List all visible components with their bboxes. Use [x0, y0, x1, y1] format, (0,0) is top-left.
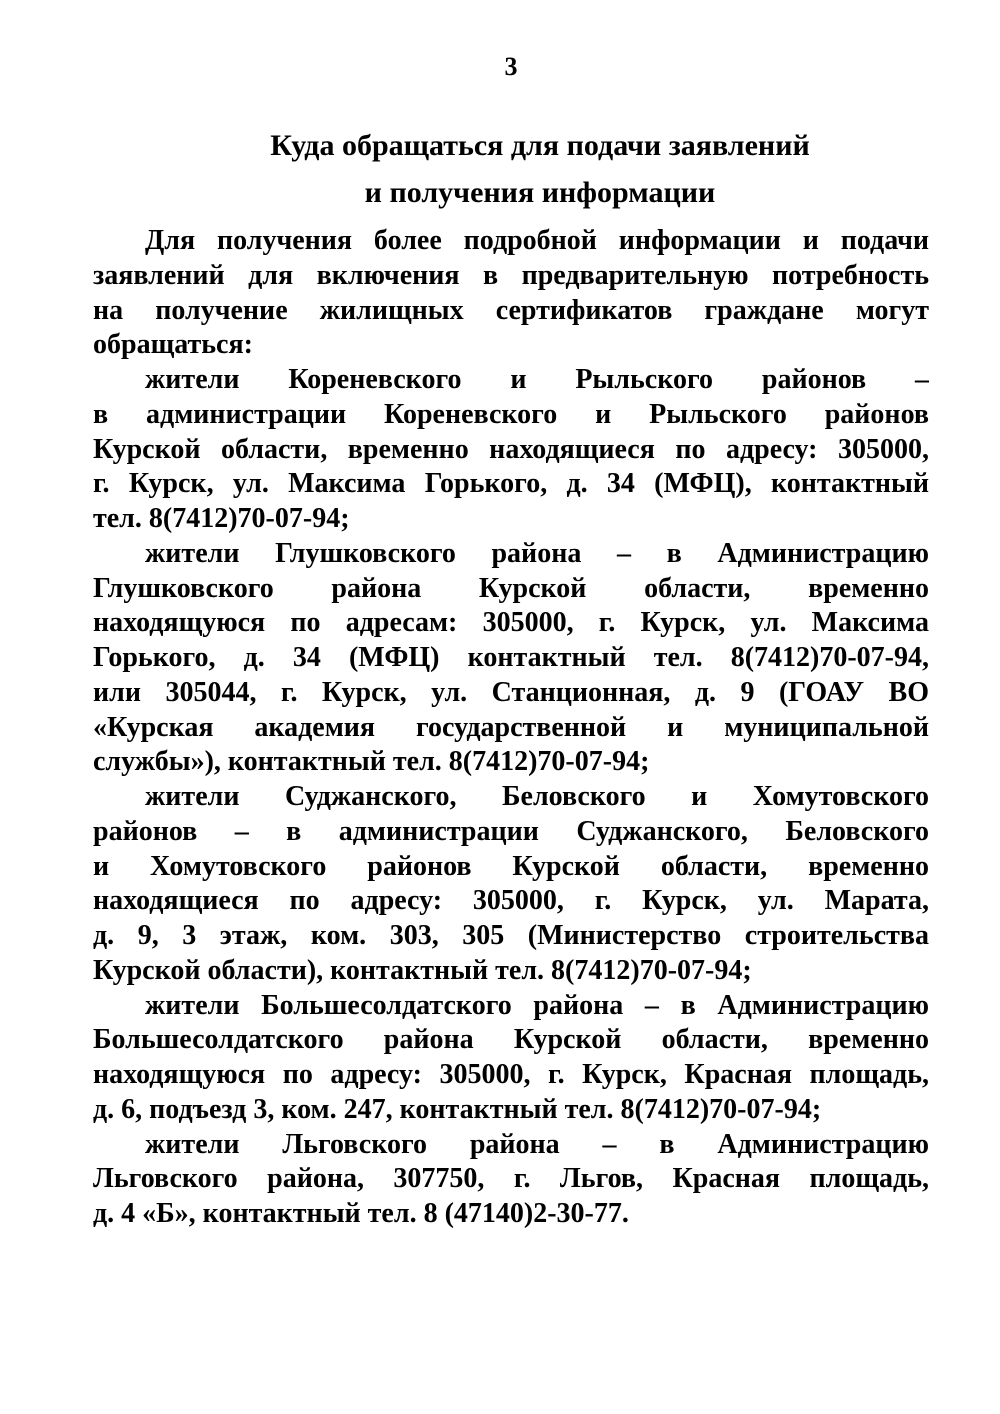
text-line: районов – в администрации Суджанского, Беловского [93, 815, 929, 847]
text-line: Горького, д. 34 (МФЦ) контактный тел. 8(7412)70-07-94, [93, 642, 929, 673]
page-title [93, 122, 929, 216]
text-line: д. 4 «Б», контактный тел. 8 (47140)2-30-77. [93, 1198, 629, 1229]
paragraph [93, 224, 929, 363]
text-line: в администрации Кореневского и Рыльского районов [93, 398, 929, 430]
text-line: «Курская академия государственной и муниципальной [93, 711, 929, 743]
text-line: Курской области), контактный тел. 8(7412)70-07-94; [93, 954, 752, 986]
text-line: Глушковского района Курской области, временно [93, 572, 929, 604]
page-number: 3 [504, 52, 518, 81]
text-line: находящуюся по адресу: 305000, г. Курск, Красная площадь, [93, 1059, 929, 1090]
text-line: находящуюся по адресам: 305000, г. Курск, ул. Максима [93, 607, 929, 639]
text-line: службы»), контактный тел. 8(7412)70-07-94; [93, 746, 650, 778]
text-line: жители Большесолдатского района – в Администрацию [145, 989, 929, 1021]
text-line: и Хомутовского районов Курской области, временно [93, 850, 929, 882]
text-line: д. 6, подъезд 3, ком. 247, контактный тел. 8(7412)70-07-94; [93, 1093, 822, 1125]
paragraph [93, 537, 929, 780]
page-title-line-2: и получения информации [364, 176, 716, 209]
paragraph [93, 989, 929, 1128]
text-line: Курской области, временно находящиеся по адресу: 305000, [93, 433, 929, 465]
page-title-line-1: Куда обращаться для подачи заявлений [270, 129, 810, 162]
text-line: Для получения более подробной информации и подачи [145, 225, 929, 256]
text-line: жители Льговского района – в Администрацию [145, 1128, 929, 1160]
paragraph [93, 780, 929, 989]
text-line: или 305044, г. Курск, ул. Станционная, д. 9 (ГОАУ ВО [93, 676, 929, 708]
text-line: жители Кореневского и Рыльского районов – [145, 364, 929, 395]
text-line: на получение жилищных сертификатов граждане могут [93, 294, 929, 326]
text-line: тел. 8(7412)70-07-94; [93, 503, 350, 534]
text-line: Большесолдатского района Курской области, временно [93, 1024, 929, 1056]
paragraph [93, 1128, 929, 1232]
text-line: жители Глушковского района – в Администрацию [145, 537, 929, 569]
text-line: обращаться: [93, 329, 253, 361]
paragraph [93, 363, 929, 537]
text-line: находящиеся по адресу: 305000, г. Курск, ул. Марата, [93, 885, 929, 917]
text-line: г. Курск, ул. Максима Горького, д. 34 (МФЦ), контактный [93, 468, 929, 500]
document-body [93, 224, 929, 1232]
text-line: Льговского района, 307750, г. Льгов, Красная площадь, [93, 1163, 929, 1195]
text-line: д. 9, 3 этаж, ком. 303, 305 (Министерство строительства [93, 920, 929, 951]
text-line: заявлений для включения в предварительную потребность [93, 259, 929, 291]
text-line: жители Суджанского, Беловского и Хомутовского [145, 781, 929, 812]
